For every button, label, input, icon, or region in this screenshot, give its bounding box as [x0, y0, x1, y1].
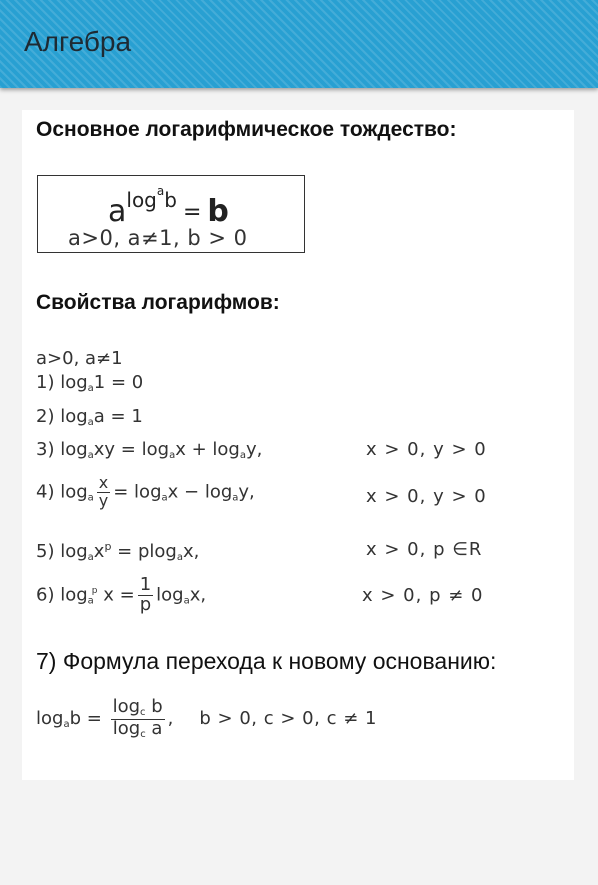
property-2: 2) logaa = 1 [36, 406, 143, 428]
property-4-fraction: $\frac{x}{y}$ [98, 473, 109, 510]
property-5-condition: x > 0, p ∈R [366, 539, 483, 560]
properties-heading: Свойства логарифмов: [36, 291, 280, 314]
properties-precondition: a>0, a≠1 [36, 348, 123, 369]
app-title: Алгебра [24, 26, 132, 57]
property-6-fraction: $\frac{1}{p}$ [139, 574, 152, 615]
identity-formula-box [37, 175, 305, 253]
app-bar [0, 0, 598, 88]
identity-rhs: b [207, 194, 229, 229]
identity-heading: Основное логарифмическое тождество: [36, 118, 457, 141]
property-6: 6) loga$^p$ x = $\frac{1}{p}$ logax, [36, 574, 207, 615]
property-1: 1) loga1 = 0 [36, 372, 144, 394]
property-3-condition: x > 0, y > 0 [366, 439, 487, 460]
property-6-condition: x > 0, p ≠ 0 [362, 585, 484, 606]
property-3: 3) logaxy = logax + logay, [36, 439, 263, 461]
identity-conditions: a>0, a≠1, b > 0 [68, 226, 248, 250]
change-of-base-heading: 7) Формула перехода к новому основанию: [36, 648, 497, 674]
change-of-base-formula: logab = $\frac{\text{logc b}}{\text{logc a}}$ , b > 0, c > 0, c ≠ 1 [36, 696, 377, 740]
property-5: 5) logax$^p$ = plogax, [36, 540, 200, 563]
identity-formula: $a^{log^ab} = b$ [108, 184, 229, 229]
change-of-base-conditions: b > 0, c > 0, c ≠ 1 [199, 708, 377, 729]
property-4-condition: x > 0, y > 0 [366, 486, 487, 507]
change-of-base-fraction: $\frac{\text{logc b}}{\text{logc a}}$ [112, 696, 163, 740]
identity-exponent: logab [126, 184, 177, 212]
identity-base: a [108, 194, 127, 229]
property-4: 4) loga $\frac{x}{y}$ = logax − logay, [36, 473, 255, 510]
content-card [22, 110, 574, 780]
